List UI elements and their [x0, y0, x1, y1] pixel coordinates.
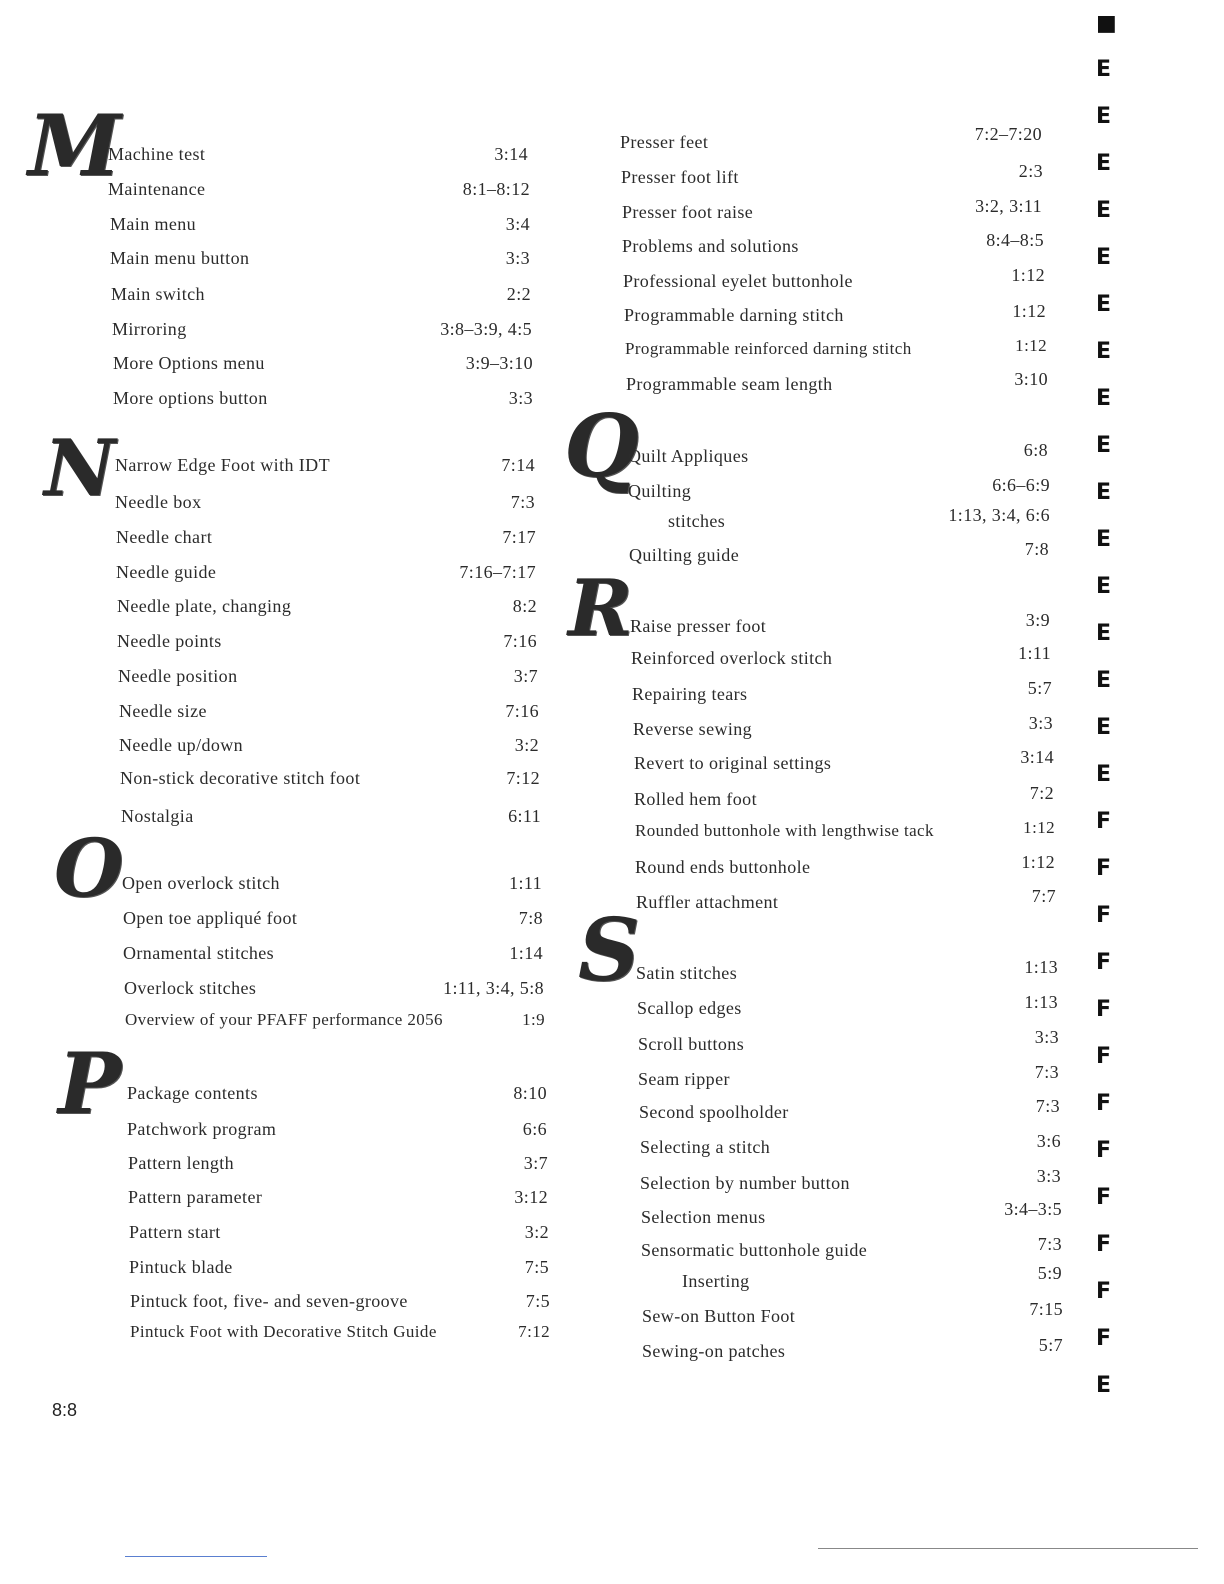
entry-page: 7:16–7:17	[459, 562, 536, 582]
entry-page: 8:2	[512, 596, 537, 616]
entry-page: 8:1–8:12	[462, 179, 530, 199]
thumb-tab-mark: F	[1096, 1185, 1112, 1210]
entry-label: Needle guide	[116, 562, 217, 582]
entry-page: 5:7	[1027, 678, 1052, 698]
thumb-tab-mark: E	[1096, 621, 1112, 646]
entry-page: 8:10	[513, 1083, 547, 1103]
entry-page: 3:10	[1014, 369, 1048, 389]
letter-n: N	[44, 423, 116, 514]
entry-label: Selection by number button	[640, 1173, 850, 1193]
entry-page: 1:13	[1024, 957, 1058, 977]
entry-label: Presser feet	[620, 132, 709, 152]
thumb-tab-mark: F	[1096, 1232, 1112, 1257]
entry-page: 1:13, 3:4, 6:6	[948, 505, 1050, 525]
footer-rule-left	[125, 1556, 267, 1557]
entry-label: Reinforced overlock stitch	[631, 648, 833, 668]
entry-page: 3:2	[514, 735, 539, 755]
entry-page: 7:8	[518, 908, 543, 928]
entry-page: 6:8	[1023, 440, 1048, 460]
thumb-tab-mark: E	[1096, 151, 1112, 176]
entry-page: 1:12	[1011, 265, 1045, 285]
thumb-tab-mark: E	[1096, 339, 1112, 364]
entry-label: Inserting	[682, 1271, 750, 1291]
entry-page: 7:12	[506, 768, 540, 788]
entry-page: 3:2, 3:11	[975, 196, 1042, 216]
thumb-tab-mark: F	[1096, 903, 1112, 928]
entry-label: Quilting	[628, 481, 692, 501]
entry-label: Pintuck blade	[129, 1257, 233, 1277]
thumb-tab-mark: F	[1096, 809, 1112, 834]
entry-page: 3:8–3:9, 4:5	[440, 319, 532, 339]
thumb-tab-mark: F	[1096, 997, 1112, 1022]
footer-rule-right	[818, 1548, 1198, 1549]
entry-page: 8:4–8:5	[986, 230, 1044, 250]
entry-label: Needle up/down	[119, 735, 244, 755]
thumb-tab-mark: E	[1096, 574, 1112, 599]
entry-page: 1:9	[522, 1010, 545, 1029]
entry-label: Programmable seam length	[626, 374, 833, 394]
entry-label: Main menu	[110, 214, 197, 234]
thumb-tab-mark: E	[1096, 57, 1112, 82]
entry-page: 3:12	[514, 1187, 548, 1207]
entry-page: 7:2	[1029, 783, 1054, 803]
entry-label: Raise presser foot	[630, 616, 767, 636]
entry-page: 3:2	[524, 1222, 549, 1242]
entry-page: 7:14	[501, 455, 535, 475]
entry-label: Pattern start	[129, 1222, 221, 1242]
entry-page: 3:7	[523, 1153, 548, 1173]
entry-page: 7:5	[524, 1257, 549, 1277]
thumb-tab-mark: F	[1096, 1138, 1112, 1163]
letter-m: M	[28, 96, 121, 195]
entry-page: 3:3	[505, 248, 530, 268]
entry-page: 3:3	[1034, 1027, 1059, 1047]
entry-label: Revert to original settings	[634, 753, 832, 773]
entry-page: 3:7	[513, 666, 538, 686]
entry-page: 1:11	[509, 873, 542, 893]
entry-label: Open overlock stitch	[122, 873, 280, 893]
entry-label: Sew-on Button Foot	[642, 1306, 796, 1326]
entry-label: Maintenance	[108, 179, 206, 199]
entry-label: Selecting a stitch	[640, 1137, 771, 1157]
entry-page: 2:2	[506, 284, 531, 304]
entry-page: 1:12	[1015, 336, 1047, 355]
thumb-tab-mark: E	[1096, 668, 1112, 693]
entry-label: Quilting guide	[629, 545, 740, 565]
entry-page: 7:17	[502, 527, 536, 547]
entry-page: 7:12	[518, 1322, 550, 1341]
entry-page: 3:9–3:10	[465, 353, 533, 373]
entry-label: Machine test	[108, 144, 206, 164]
entry-label: Professional eyelet buttonhole	[623, 271, 853, 291]
entry-page: 6:11	[508, 806, 541, 826]
entry-label: Overview of your PFAFF performance 2056	[125, 1010, 443, 1029]
entry-label: More options button	[113, 388, 268, 408]
entry-page: 3:9	[1025, 610, 1050, 630]
entry-label: Presser foot lift	[621, 167, 739, 187]
entry-label: Nostalgia	[121, 806, 194, 826]
entry-label: Sensormatic buttonhole guide	[641, 1240, 868, 1260]
entry-page: 3:6	[1036, 1131, 1061, 1151]
entry-label: Pattern length	[128, 1153, 235, 1173]
entry-label: Patchwork program	[127, 1119, 277, 1139]
entry-label: Needle points	[117, 631, 222, 651]
entry-page: 1:11, 3:4, 5:8	[443, 978, 544, 998]
entry-page: 6:6	[522, 1119, 547, 1139]
thumb-tab-mark: F	[1096, 1091, 1112, 1116]
entry-label: Needle position	[118, 666, 238, 686]
thumb-tab-mark: F	[1096, 950, 1112, 975]
entry-label: Main switch	[111, 284, 205, 304]
entry-label: Rolled hem foot	[634, 789, 757, 809]
page-number: 8:8	[52, 1400, 78, 1420]
entry-page: 7:5	[525, 1291, 550, 1311]
entry-page: 3:3	[1028, 713, 1053, 733]
entry-label: Satin stitches	[636, 963, 738, 983]
entry-page: 3:4	[505, 214, 530, 234]
entry-page: 7:16	[503, 631, 537, 651]
entry-page: 3:4–3:5	[1004, 1199, 1062, 1219]
entry-label: Narrow Edge Foot with IDT	[115, 455, 330, 475]
entry-page: 3:14	[494, 144, 528, 164]
entry-page: 7:3	[1037, 1234, 1062, 1254]
thumb-tab-mark: F	[1096, 856, 1112, 881]
entry-label: More Options menu	[113, 353, 265, 373]
entry-label: Sewing-on patches	[642, 1341, 786, 1361]
entry-label: Pattern parameter	[128, 1187, 263, 1207]
entry-page: 3:3	[508, 388, 533, 408]
entry-page: 7:3	[1035, 1096, 1060, 1116]
thumb-tab-mark: F	[1096, 1326, 1112, 1351]
entry-label: Needle box	[115, 492, 202, 512]
letter-r: R	[568, 563, 633, 654]
entry-page: 7:3	[510, 492, 535, 512]
entry-label: Needle plate, changing	[117, 596, 292, 616]
letter-p: P	[58, 1034, 122, 1133]
entry-label: Non-stick decorative stitch foot	[120, 768, 361, 788]
thumb-tab-mark: ■	[1096, 11, 1117, 36]
entry-label: Problems and solutions	[622, 236, 799, 256]
thumb-tab-mark: E	[1096, 245, 1112, 270]
entry-label: Scallop edges	[637, 998, 742, 1018]
entry-page: 1:11	[1018, 643, 1051, 663]
thumb-tab-mark: E	[1096, 104, 1112, 129]
entry-page: 2:3	[1018, 161, 1043, 181]
entry-label: Mirroring	[112, 319, 187, 339]
entry-label: Presser foot raise	[622, 202, 754, 222]
entry-label: Needle size	[119, 701, 207, 721]
entry-page: 5:9	[1037, 1263, 1062, 1283]
letter-o: O	[54, 821, 124, 915]
thumb-tab-mark: E	[1096, 762, 1112, 787]
thumb-tab-mark: E	[1096, 1373, 1112, 1398]
entry-page: 1:14	[509, 943, 543, 963]
entry-label: Round ends buttonhole	[635, 857, 811, 877]
entry-label: Selection menus	[641, 1207, 766, 1227]
letter-s: S	[578, 900, 641, 1001]
entry-page: 3:3	[1036, 1166, 1061, 1186]
entry-label: Pintuck foot, five- and seven-groove	[130, 1291, 408, 1311]
entry-page: 7:16	[505, 701, 539, 721]
entry-label: Pintuck Foot with Decorative Stitch Guide	[130, 1322, 437, 1341]
entry-page: 1:13	[1024, 992, 1058, 1012]
entry-page: 5:7	[1038, 1335, 1063, 1355]
thumb-tab-mark: E	[1096, 480, 1112, 505]
entry-label: Second spoolholder	[639, 1102, 789, 1122]
entry-page: 1:12	[1023, 818, 1055, 837]
entry-label: Overlock stitches	[124, 978, 257, 998]
entry-label: Ornamental stitches	[123, 943, 275, 963]
entry-label: Ruffler attachment	[636, 892, 779, 912]
entry-page: 1:12	[1012, 301, 1046, 321]
entry-page: 3:14	[1020, 747, 1054, 767]
entry-page: 7:7	[1031, 886, 1056, 906]
entry-label: Programmable reinforced darning stitch	[625, 339, 912, 358]
thumb-tab-mark: E	[1096, 433, 1112, 458]
entry-page: 7:15	[1029, 1299, 1063, 1319]
thumb-tab-mark: F	[1096, 1044, 1112, 1069]
entry-label: Package contents	[127, 1083, 258, 1103]
entry-label: Scroll buttons	[638, 1034, 745, 1054]
entry-page: 6:6–6:9	[992, 475, 1050, 495]
entry-page: 7:2–7:20	[974, 124, 1042, 144]
entry-label: Rounded buttonhole with lengthwise tack	[635, 821, 934, 840]
entry-label: Quilt Appliques	[628, 446, 749, 466]
entry-label: Open toe appliqué foot	[123, 908, 298, 928]
entry-label: Programmable darning stitch	[624, 305, 844, 325]
entry-label: Seam ripper	[638, 1069, 730, 1089]
entry-label: Needle chart	[116, 527, 213, 547]
thumb-tab-mark: F	[1096, 1279, 1112, 1304]
entry-page: 7:8	[1024, 539, 1049, 559]
entry-page: 7:3	[1034, 1062, 1059, 1082]
thumb-tab-mark: E	[1096, 527, 1112, 552]
thumb-tab-mark: E	[1096, 386, 1112, 411]
thumb-tab-mark: E	[1096, 198, 1112, 223]
thumb-tab-mark: E	[1096, 292, 1112, 317]
entry-page: 1:12	[1021, 852, 1055, 872]
thumb-tab-mark: E	[1096, 715, 1112, 740]
entry-label: Reverse sewing	[633, 719, 753, 739]
entry-label: stitches	[668, 511, 726, 531]
letter-q: Q	[564, 396, 639, 497]
entry-label: Main menu button	[110, 248, 250, 268]
entry-label: Repairing tears	[632, 684, 748, 704]
